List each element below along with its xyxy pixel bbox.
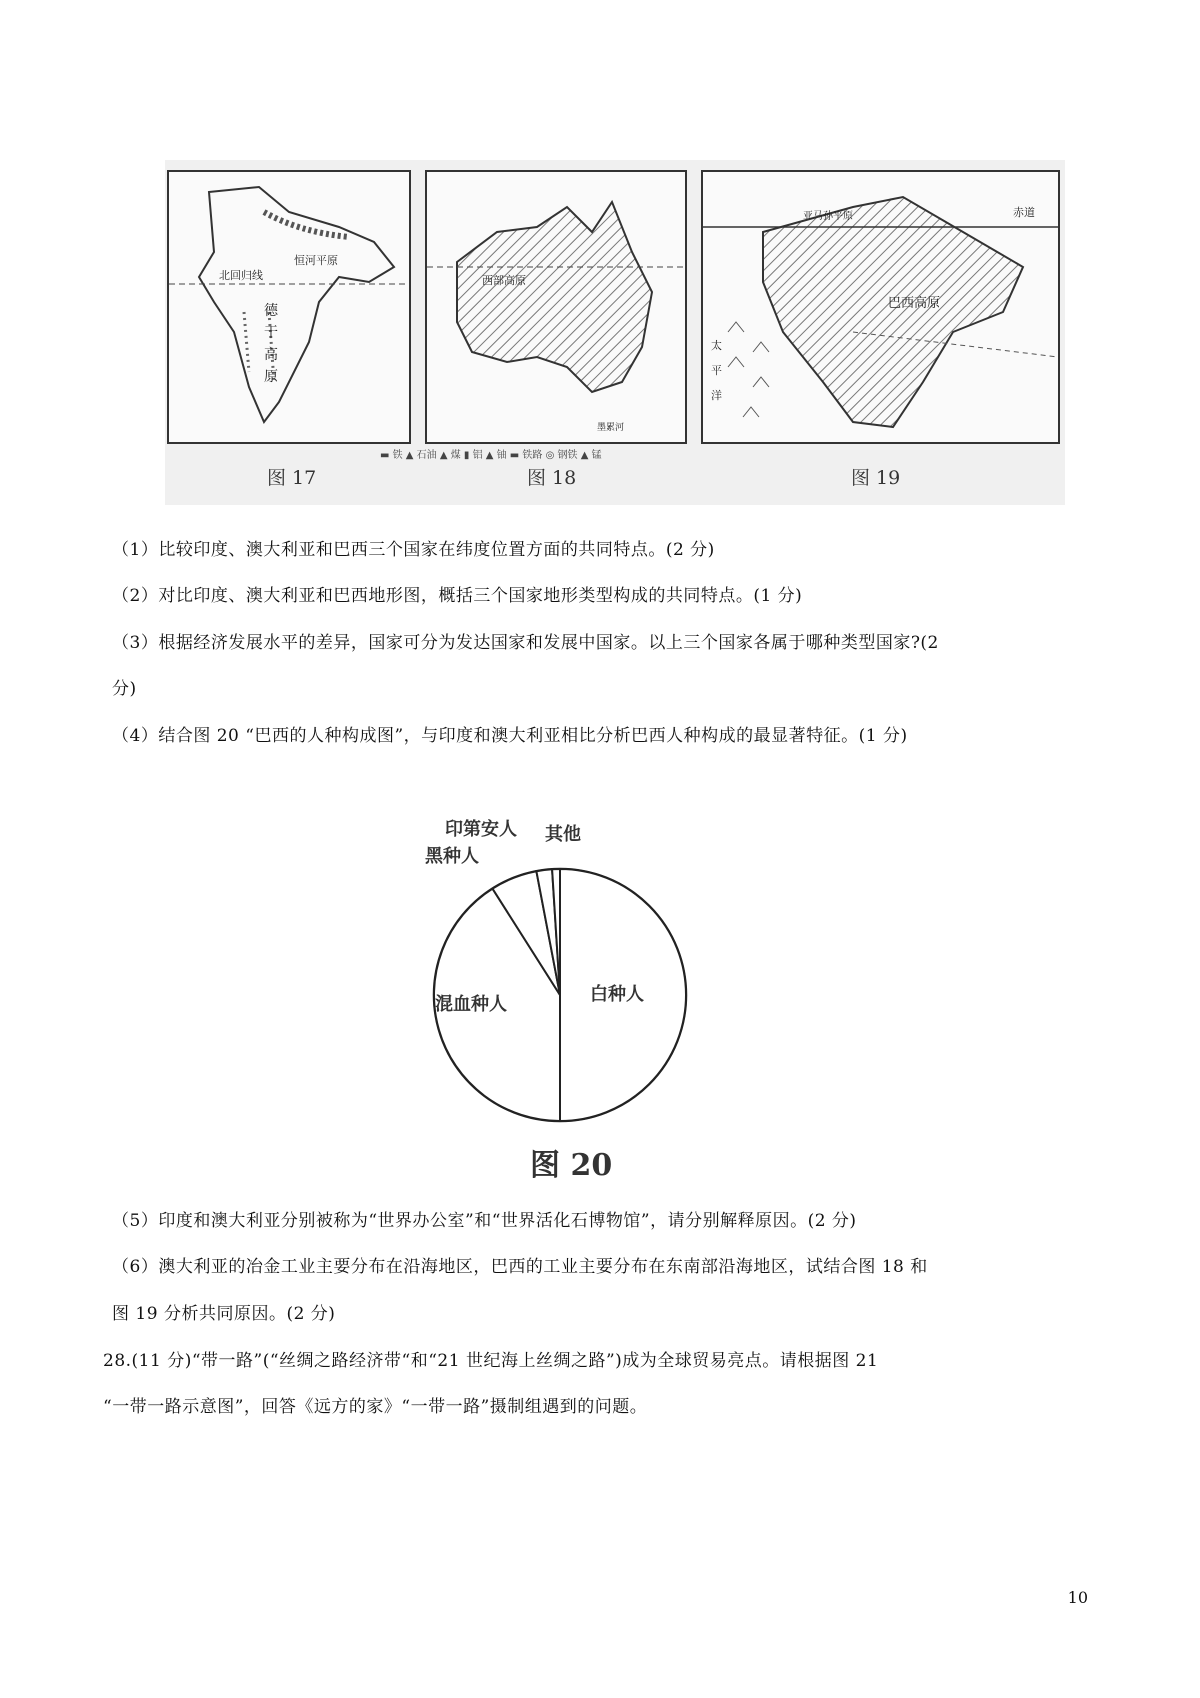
map-label: 亚马孙平原 [803, 211, 853, 222]
map-label: 西部高原 [482, 274, 526, 287]
question-3-line-1: （3）根据经济发展水平的差异，国家可分为发达国家和发展中国家。以上三个国家各属于哪种类型国家?(2 [112, 633, 939, 653]
map-label: 高 [264, 347, 278, 363]
pie-slice-label: 混血种人 [435, 994, 507, 1015]
pie-slice-label: 白种人 [590, 984, 644, 1005]
question-2: （2）对比印度、澳大利亚和巴西地形图，概括三个国家地形类型构成的共同特点。(1 分) [112, 586, 803, 606]
pie-chart-figure [425, 790, 760, 1185]
question-5: （5）印度和澳大利亚分别被称为“世界办公室”和“世界活化石博物馆”，请分别解释原因。(2 分) [112, 1211, 857, 1231]
map-label: 洋 [711, 389, 722, 402]
map-label: 赤道 [1013, 206, 1035, 219]
map-label: 平 [711, 364, 722, 377]
map-india [167, 170, 411, 444]
map-legend: ▬ 铁 ▲ 石油 ▲ 煤 ▮ 铝 ▲ 铀 ▬ 铁路 ◎ 钢铁 ▲ 锰 [380, 450, 602, 461]
pie-slice-label: 其他 [545, 824, 581, 845]
pie-slice-label: 印第安人 [445, 819, 517, 840]
pie-chart [425, 790, 760, 1185]
question-3-line-2: 分) [112, 679, 137, 699]
pie-slice-label: 黑种人 [425, 846, 479, 867]
map-label: 原 [264, 369, 278, 385]
question-28-line-1: 28.(11 分)“带一路”(“丝绸之路经济带“和“21 世纪海上丝绸之路”)成为全球贸易亮点。请根据图 21 [103, 1351, 879, 1371]
map-label: 德 [264, 303, 278, 319]
map-label: 干 [264, 325, 278, 341]
maps-figure [165, 160, 1065, 505]
question-6-line-2: 图 19 分析共同原因。(2 分) [112, 1304, 336, 1324]
question-4: （4）结合图 20 “巴西的人种构成图”，与印度和澳大利亚相比分析巴西人种构成的最显著特征。(1 分) [112, 726, 908, 746]
map-label: 北回归线 [219, 269, 263, 282]
figure-19-caption: 图 19 [851, 467, 901, 489]
pie-chart-title: 图 20 [530, 1148, 613, 1183]
question-28-line-2: “一带一路示意图”，回答《远方的家》“一带一路”摄制组遇到的问题。 [103, 1397, 648, 1417]
page-number: 10 [1067, 1588, 1088, 1607]
map-label: 恒河平原 [294, 254, 338, 267]
figure-18-caption: 图 18 [527, 467, 577, 489]
india-map-drawing [169, 172, 409, 442]
brazil-map-drawing [703, 172, 1058, 442]
map-brazil [701, 170, 1060, 444]
map-label: 墨累河 [597, 423, 625, 433]
map-label: 巴西高原 [888, 296, 941, 311]
question-1: （1）比较印度、澳大利亚和巴西三个国家在纬度位置方面的共同特点。(2 分) [112, 540, 715, 560]
question-6-line-1: （6）澳大利亚的冶金工业主要分布在沿海地区，巴西的工业主要分布在东南部沿海地区，试结合图 18 和 [112, 1257, 928, 1277]
map-australia [425, 170, 687, 444]
map-label: 太 [711, 339, 722, 352]
australia-map-drawing [427, 172, 685, 442]
figure-17-caption: 图 17 [267, 467, 317, 489]
